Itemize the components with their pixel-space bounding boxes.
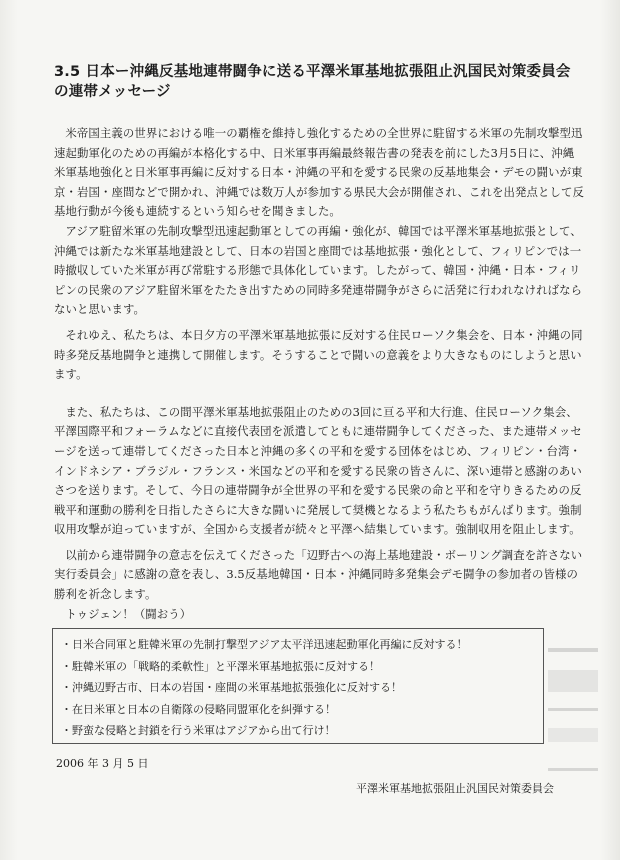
bleed-mark <box>548 728 598 742</box>
document-title: 3.5 日本ー沖縄反基地連帯闘争に送る平澤米軍基地拡張阻止汎国民対策委員会の連帯メッセージ <box>54 64 571 100</box>
paragraph-5: 以前から連帯闘争の意志を伝えてくださった「辺野古への海上基地建設・ボーリング調査を許さない実行委員会」に感謝の意を表し、3.5反基地韓国・日本・沖縄同時多発集会デモ闘争の参加者の皆様の勝利を祈念します。 <box>54 547 583 602</box>
paragraph-2: アジア駐留米軍の先制攻撃型迅速起動軍としての再編・強化が、韓国では平澤米軍基地拡張として、沖縄では新たな米軍基地建設として、日本の岩国と座間では基地拡張・強化として、フィリピンでは一時撤収していた米軍が再び常駐する形態で具体化しています。したがって、韓国・沖縄・日本・フィリピンの民衆のアジア駐留米軍をたたき出すための同時多発連帯闘争がさらに活発に行われなければならないと思います。 <box>54 223 583 317</box>
message-date: 2006 年 3 月 5 日 <box>56 757 149 770</box>
slogan-item: ・野蛮な侵略と封鎖を行う米軍はアジアから出て行け！ <box>61 724 336 737</box>
slogan-item: ・在日米軍と日本の自衛隊の侵略同盟軍化を糾弾する！ <box>61 702 336 716</box>
bleed-mark <box>548 670 598 692</box>
paragraph-4: また、私たちは、この間平澤米軍基地拡張阻止のための3回に亘る平和大行進、住民ローソク集会、平澤国際平和フォーラムなどに直接代表団を派遣してともに連帯闘争してくださった、また連帯メッセージを送って連帯してくださった日本と沖縄の多くの平和を愛する団体をはじめ、フィリピン・台湾・インドネシア・ブラジル・フランス・米国などの平和を愛する民衆の皆さんに、深い連帯と感謝のあいさつを送ります。そして、今日の連帯闘争が全世界の平和を愛する民衆の命と平和を守りきるための反戦平和運動の勝利を日指したさらに大きな闘いに発展して奨機となるよう私たちもがんばります。強制収用攻撃が迫っていますが、全国から支援者が続々と平澤へ結集しています。強制収用を阻止します。 <box>54 404 582 537</box>
paragraph-1: 米帝国主義の世界における唯一の覇権を維持し強化するための全世界に駐留する米軍の先制攻撃型迅速起動軍化のための再編が本格化する中、日米軍事再編最終報告書の発表を前にした3月5日に、沖縄米軍基地強化と日米軍事再編に反対する日本・沖縄の平和を愛する民衆の反基地集会・デモの闘いが東京・岩国・座間などで開かれ、沖縄では数万人が参加する県民大会が開催され、これを出発点として反基地行動が今後も連続するという知らせを聞きました。 <box>54 126 584 219</box>
show-through-bleed <box>548 628 600 784</box>
paragraph-6: トゥジェン！（闘おう） <box>65 606 192 621</box>
bleed-mark <box>548 768 598 771</box>
bleed-mark <box>548 648 598 652</box>
slogan-item: ・日米合同軍と駐韓米軍の先制打撃型アジア太平洋迅速起動軍化再編に反対する！ <box>61 638 468 651</box>
slogan-box <box>52 628 544 744</box>
slogan-item: ・駐韓米軍の「戦略的柔軟性」と平澤米軍基地拡張に反対する！ <box>61 659 380 673</box>
slogan-item: ・沖縄辺野古市、日本の岩国・座間の米軍基地拡張強化に反対する！ <box>61 681 402 694</box>
message-body <box>54 124 584 624</box>
paragraph-3: それゆえ、私たちは、本日夕方の平澤米軍基地拡張に反対する住民ローソク集会を、日本・沖縄の同時多発反基地闘争と連携して開催します。そうすることで闘いの意義をより大きなものにしようと思います。 <box>54 327 583 382</box>
bleed-mark <box>548 708 598 711</box>
signature-organization: 平澤米軍基地拡張阻止汎国民対策委員会 <box>356 782 554 795</box>
